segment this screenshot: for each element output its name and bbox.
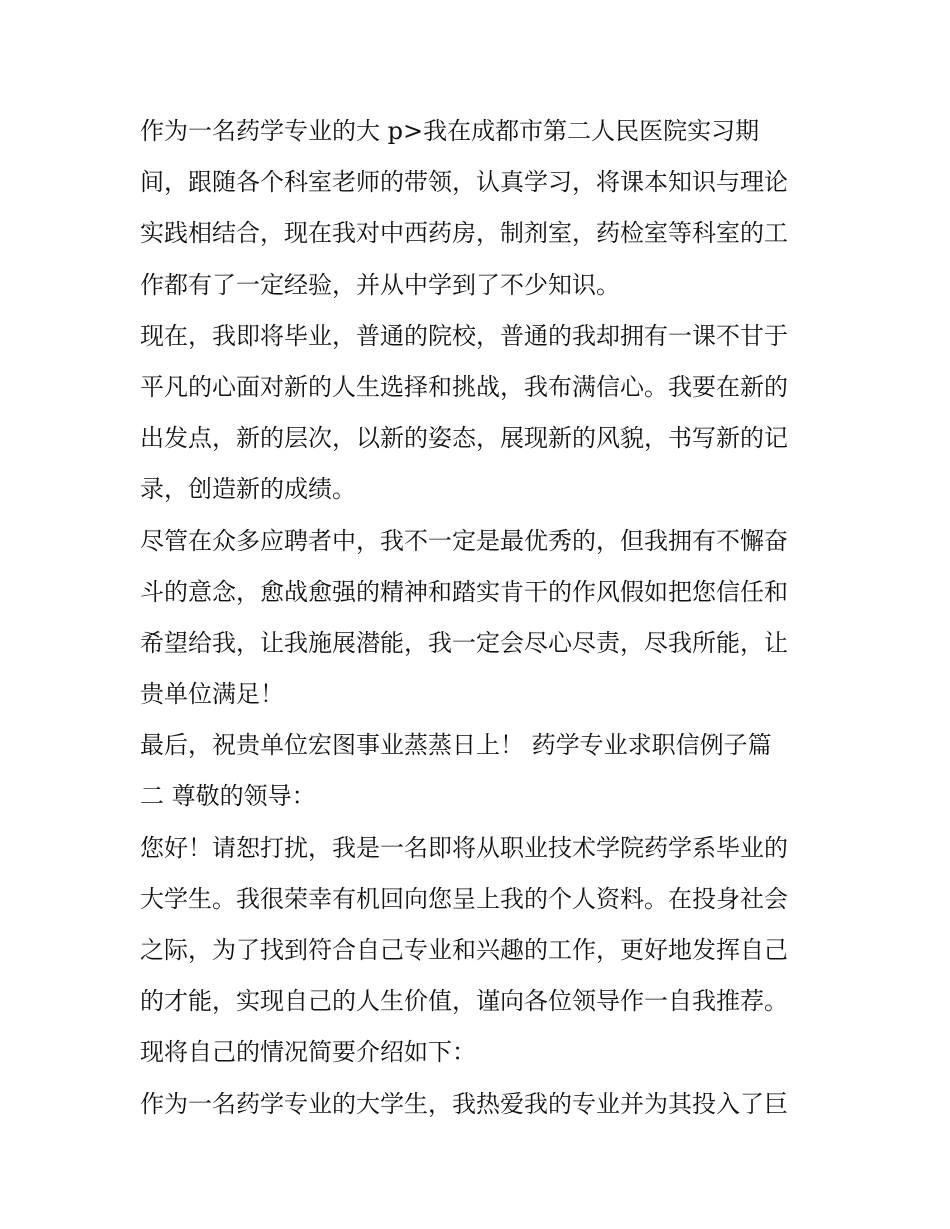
text-line-10: 斗的意念，愈战愈强的精神和踏实肯干的作风假如把您信任和 [140, 577, 788, 606]
text-line-13: 最后，祝贵单位宏图事业蒸蒸日上！ 药学专业求职信例子篇 [140, 731, 772, 760]
text-line-8: 录，创造新的成绩。 [140, 475, 356, 504]
text-line-11: 希望给我，让我施展潜能，我一定会尽心尽责，尽我所能，让 [140, 628, 788, 657]
text-line-4: 作都有了一定经验，并从中学到了不少知识。 [140, 270, 620, 299]
text-line-3: 实践相结合，现在我对中西药房，制剂室，药检室等科室的工 [140, 219, 788, 248]
text-line-16: 大学生。我很荣幸有机回向您呈上我的个人资料。在投身社会 [140, 884, 788, 913]
text-line-9: 尽管在众多应聘者中，我不一定是最优秀的，但我拥有不懈奋 [140, 526, 788, 555]
text-line-14: 二 尊敬的领导： [140, 782, 316, 811]
text-line-1: 作为一名药学专业的大 p>我在成都市第二人民医院实习期 [140, 117, 760, 145]
text-line-12: 贵单位满足！ [140, 680, 284, 709]
text-line-7: 出发点，新的层次，以新的姿态，展现新的风貌，书写新的记 [140, 424, 788, 453]
text-line-20: 作为一名药学专业的大学生，我热爱我的专业并为其投入了巨 [140, 1089, 788, 1118]
text-line-19: 现将自己的情况简要介绍如下： [140, 1038, 476, 1067]
text-line-6: 平凡的心面对新的人生选择和挑战，我布满信心。我要在新的 [140, 372, 788, 401]
text-line-2: 间，跟随各个科室老师的带领，认真学习，将课本知识与理论 [140, 168, 788, 197]
text-line-5: 现在，我即将毕业，普通的院校，普通的我却拥有一课不甘于 [140, 321, 788, 350]
text-line-15: 您好！请恕打扰，我是一名即将从职业技术学院药学系毕业的 [140, 833, 788, 862]
document-body [140, 106, 820, 1130]
text-line-18: 的才能，实现自己的人生价值，谨向各位领导作一自我推荐。 [140, 987, 788, 1016]
text-line-17: 之际，为了找到符合自己专业和兴趣的工作，更好地发挥自己 [140, 936, 788, 964]
